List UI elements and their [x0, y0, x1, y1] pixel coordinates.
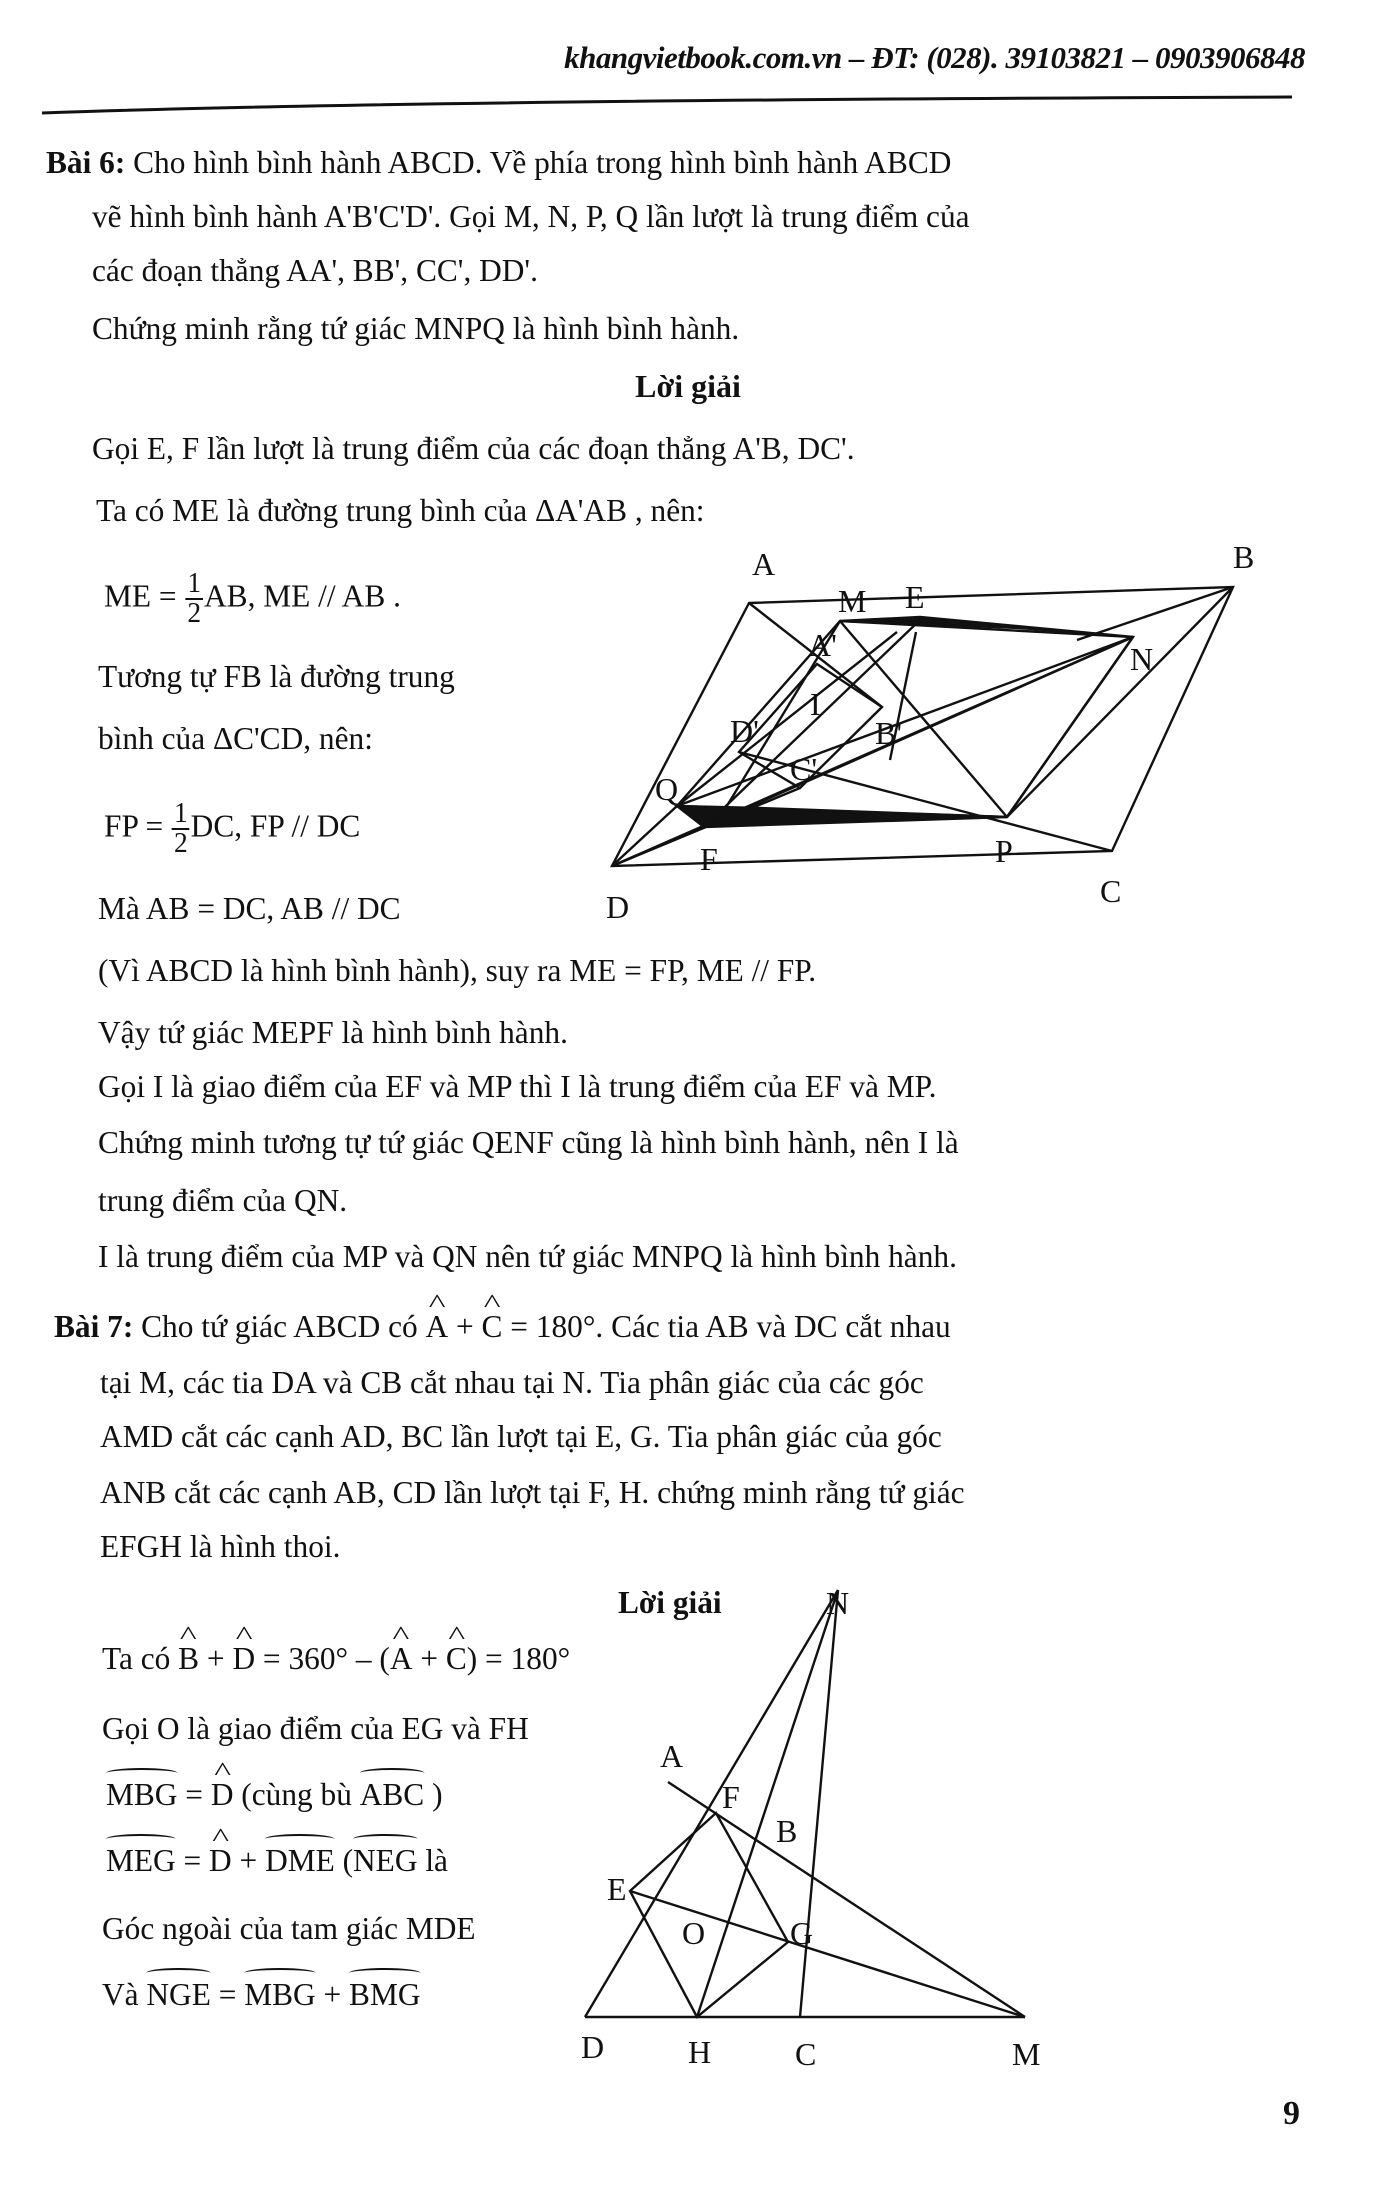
label-C: C: [795, 2036, 817, 2072]
angle-D-hat: ^ D: [232, 1638, 255, 1678]
label-D: D: [581, 2029, 605, 2065]
label-G: G: [790, 1915, 814, 1951]
label-H: H: [688, 2034, 712, 2070]
angle-D-hat: ^ D: [211, 1774, 234, 1814]
equals: =: [177, 1776, 211, 1812]
plus: +: [412, 1640, 446, 1676]
angle-MBG-arc: MBG: [244, 1976, 316, 2012]
angle-A-hat: ^ A: [426, 1306, 449, 1346]
page-header: khangvietbook.com.vn – ĐT: (028). 39103821 – 0903906848: [564, 40, 1305, 75]
bai7-problem-line-2: tại M, các tia DA và CB cắt nhau tại N. Tia phân giác của các góc: [100, 1364, 924, 1400]
text: Ta có: [102, 1640, 179, 1676]
bai6-solution-line-5: Mà AB = DC, AB // DC: [98, 890, 401, 926]
bai7-label: Bài 7:: [54, 1308, 134, 1344]
text: ) = 180°: [466, 1640, 571, 1676]
label-D: D: [606, 889, 630, 925]
plus: +: [448, 1308, 482, 1344]
bai6-solution-line-7: Vậy tứ giác MEPF là hình bình hành.: [98, 1014, 568, 1050]
angle-B-hat: ^ B: [178, 1638, 199, 1678]
label-O: O: [682, 1915, 706, 1951]
angle-NEG-arc: NEG: [353, 1842, 418, 1878]
angle-D-hat: ^ D: [209, 1840, 232, 1880]
label-F: F: [722, 1779, 740, 1815]
eq2-right: DC, FP // DC: [190, 807, 361, 844]
bai6-problem-line-3: các đoạn thẳng AA', BB', CC', DD'.: [92, 252, 538, 288]
bai6-parallelogram-figure: [0, 0, 1376, 960]
label-A-prime: A': [808, 627, 837, 663]
bai6-solution-line-1: Gọi E, F lần lượt là trung điểm của các đoạn thẳng A'B, DC'.: [92, 430, 855, 466]
angle-A-hat: ^ A: [390, 1638, 413, 1678]
text: (cùng bù: [233, 1776, 360, 1812]
bai6-solution-title: Lời giải: [635, 368, 741, 404]
bai6-solution-line-9: Chứng minh tương tự tứ giác QENF cũng là hình bình hành, nên I là: [98, 1124, 959, 1160]
bai7-quadrilateral-figure: [0, 1560, 1376, 2120]
plus: +: [315, 1976, 350, 2012]
label-B: B: [776, 1813, 798, 1849]
label-D-prime: D': [730, 713, 759, 749]
label-M: M: [1012, 2036, 1041, 2072]
bai6-problem-line-4: Chứng minh rằng tứ giác MNPQ là hình bình hành.: [92, 310, 740, 346]
label-B: B: [1233, 539, 1255, 575]
fraction-denominator: 2: [187, 598, 202, 629]
bai7-problem-line-3: AMD cắt các cạnh AD, BC lần lượt tại E, G. Tia phân giác của góc: [100, 1418, 942, 1454]
angle-C-hat: ^ C: [482, 1306, 503, 1346]
bai7-problem-line-4: ANB cắt các cạnh AB, CD lần lượt tại F, H. chứng minh rằng tứ giác: [100, 1474, 965, 1510]
label-N: N: [1130, 641, 1154, 677]
bai7-text: = 180°. Các tia AB và DC cắt nhau: [502, 1308, 951, 1344]
plus: +: [199, 1640, 233, 1676]
eq2-left: FP =: [104, 807, 172, 844]
bai7-problem-line-1: [54, 1306, 951, 1346]
bai6-problem-text-1: Cho hình bình hành ABCD. Về phía trong hình bình hành ABCD: [133, 144, 952, 180]
equals: =: [175, 1842, 210, 1878]
eq1-left: ME =: [104, 577, 185, 614]
angle-ABC-arc: ABC: [359, 1776, 425, 1812]
angle-MBG-arc: MBG: [106, 1776, 178, 1812]
page-number: 9: [1283, 2095, 1300, 2132]
label-A: A: [660, 1738, 684, 1774]
label-Q: Q: [655, 771, 679, 807]
bai7-solution-line-2: Gọi O là giao điểm của EG và FH: [102, 1710, 529, 1746]
text: ): [424, 1776, 443, 1812]
bai7-solution-line-5: Góc ngoài của tam giác MDE: [102, 1910, 476, 1946]
equals: =: [210, 1976, 245, 2012]
label-F: F: [700, 841, 718, 877]
fraction-denominator: 2: [174, 828, 188, 859]
bai6-label: Bài 6:: [46, 144, 126, 180]
label-A: A: [752, 546, 776, 582]
eq1-right: AB, ME // AB .: [204, 577, 401, 614]
text: = 360° – (: [255, 1640, 390, 1676]
text: là: [417, 1842, 448, 1878]
angle-C-hat: ^ C: [446, 1638, 467, 1678]
angle-NGE-arc: NGE: [146, 1976, 211, 2012]
bai7-problem-line-5: EFGH là hình thoi.: [100, 1528, 341, 1564]
label-C: C: [1100, 873, 1122, 909]
bai6-solution-line-4: bình của ΔC'CD, nên:: [98, 720, 373, 756]
bai6-solution-line-6: (Vì ABCD là hình bình hành), suy ra ME = FP, ME // FP.: [98, 952, 817, 988]
text: (: [334, 1842, 354, 1878]
fraction-numerator: 1: [187, 568, 202, 599]
label-E: E: [607, 1871, 627, 1907]
label-I: I: [810, 686, 821, 722]
label-B-prime: B': [875, 715, 903, 751]
bai6-solution-line-11: I là trung điểm của MP và QN nên tứ giác MNPQ là hình bình hành.: [98, 1238, 957, 1274]
label-P: P: [995, 833, 1013, 869]
plus: +: [231, 1842, 266, 1878]
bai6-solution-line-2: Ta có ME là đường trung bình của ΔA'AB , nên:: [96, 492, 705, 528]
text: Và: [102, 1976, 147, 2012]
bai6-problem-line-2: vẽ hình bình hành A'B'C'D'. Gọi M, N, P, Q lần lượt là trung điểm của: [92, 198, 970, 234]
fraction-numerator: 1: [174, 798, 188, 829]
angle-DME-arc: DME: [265, 1842, 335, 1878]
label-C-prime: C': [790, 751, 818, 787]
bai6-solution-line-8: Gọi I là giao điểm của EF và MP thì I là trung điểm của EF và MP.: [98, 1068, 937, 1104]
bai6-solution-line-10: trung điểm của QN.: [98, 1182, 348, 1218]
bai7-text: Cho tứ giác ABCD có: [141, 1308, 426, 1344]
angle-BMG-arc: BMG: [349, 1976, 421, 2012]
label-M: M: [838, 583, 867, 619]
bai7-solution-title: Lời giải: [618, 1584, 722, 1620]
label-N: N: [826, 1585, 850, 1621]
bai6-solution-line-3: Tương tự FB là đường trung: [98, 658, 455, 694]
angle-MEG-arc: MEG: [106, 1842, 176, 1878]
label-E: E: [905, 579, 925, 615]
